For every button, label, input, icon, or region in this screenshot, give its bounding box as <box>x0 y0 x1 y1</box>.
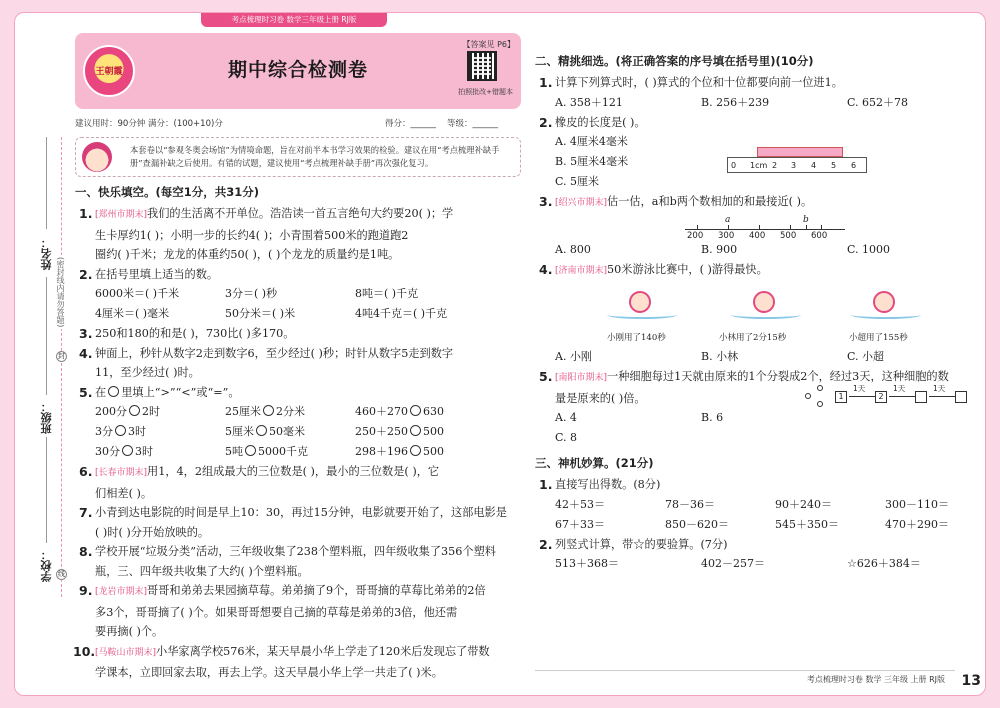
circle-icon <box>108 386 119 397</box>
right-column <box>535 53 975 574</box>
question-text[interactable]: 多3个，哥哥摘了( )个。如果哥哥想要自己摘的草莓是弟弟的3倍，他还需 <box>95 605 458 619</box>
question-text[interactable]: 250和180的和是( )，730比( )多170。 <box>95 327 295 340</box>
question-text[interactable]: 50米游泳比赛中，( )游得最快。 <box>607 262 768 276</box>
question-2-4 <box>535 260 975 282</box>
day-box: 2 <box>875 391 887 403</box>
score-field[interactable]: 得分：______ <box>385 119 437 129</box>
question-number: 2. <box>539 114 553 130</box>
name-label: 姓名： <box>40 237 53 270</box>
vertical-calc-grid <box>535 554 975 574</box>
calc-item[interactable]: 470＋290＝ <box>885 517 949 531</box>
question-number: 4. <box>79 345 93 361</box>
source-tag: [济南市期末] <box>555 265 608 276</box>
meta-row <box>75 117 521 131</box>
qr-code-icon[interactable] <box>467 51 497 81</box>
footer-text: 考点梳理时习卷 数学 三年级 上册 RJ版 <box>806 675 945 684</box>
calc-item[interactable]: 78－36＝ <box>665 497 715 511</box>
school-line[interactable] <box>46 437 47 543</box>
mental-math-grid <box>535 495 975 535</box>
swimmer-caption: 小超用了155秒 <box>849 333 908 343</box>
intro-text: 本套卷以“参观冬奥会场馆”为情境命题，旨在对前半本书学习效果的检验。建议在用“考点梳理补缺手册”查漏补缺之后使用。有错的试题，建议使用“考点梳理补缺手册”再次强化复习。 <box>130 145 500 168</box>
question-text[interactable]: 估一估，a和b两个数相加的和最接近( )。 <box>607 195 813 208</box>
calc-item[interactable]: ☆626＋384＝ <box>847 557 921 570</box>
question-2-1 <box>535 73 975 93</box>
question-number: 10. <box>73 643 96 659</box>
blank-item[interactable]: 8吨＝( )千克 <box>355 287 419 300</box>
day-box-blank[interactable] <box>955 391 967 403</box>
source-tag: [龙岩市期末] <box>95 587 148 597</box>
grade-field[interactable]: 等级：______ <box>447 119 499 129</box>
seal-line <box>61 137 62 597</box>
blank-item[interactable]: 3分＝( )秒 <box>225 287 278 300</box>
ruler-scale: 0 1cm 2 3 4 5 6 <box>727 157 867 173</box>
option-a[interactable]: A. 358＋121 <box>555 95 623 109</box>
compare-item[interactable]: 30分 3时 <box>95 445 153 458</box>
question-number: 2. <box>79 266 93 282</box>
question-text[interactable]: 学校开展“垃圾分类”活动，三年级收集了238个塑料瓶，四年级收集了356个塑料 <box>95 545 496 558</box>
question-number: 5. <box>539 369 553 384</box>
question-1-5 <box>75 383 521 403</box>
calc-item[interactable]: 545＋350＝ <box>775 517 839 531</box>
question-number: 8. <box>79 544 93 559</box>
question-1-1 <box>75 204 521 265</box>
option-c[interactable]: C. 652＋78 <box>847 95 909 109</box>
compare-item[interactable]: 250＋250 500 <box>355 425 444 438</box>
point-b: b <box>803 215 809 225</box>
options-2-1 <box>535 93 975 113</box>
option-b[interactable]: B. 小林 <box>701 350 739 363</box>
swimmer-icon <box>851 291 921 321</box>
compare-item[interactable]: 5吨 5000千克 <box>225 445 308 458</box>
question-text[interactable]: 生卡厚约1( )；小明一步的长约4( )；小青围着500米的跑道跑2 <box>95 228 409 242</box>
answer-circle[interactable] <box>129 405 140 416</box>
option-a[interactable]: A. 800 <box>555 242 591 256</box>
number-line-figure: a b 200 300 400 500 600 <box>685 219 845 243</box>
question-text: 列竖式计算，带☆的要验算。(7分) <box>555 537 728 551</box>
seal-hole-2: 线 <box>58 570 65 578</box>
option-b[interactable]: B. 256＋239 <box>701 95 770 109</box>
point-a: a <box>725 215 731 225</box>
question-text[interactable]: 哥哥和弟弟去果园摘草莓。弟弟摘了9个，哥哥摘的草莓比弟弟的2倍 <box>147 584 486 597</box>
question-text: 在 <box>95 385 107 399</box>
section-2-title: 二、精挑细选。(将正确答案的序号填在括号里)(10分) <box>535 54 814 68</box>
compare-item[interactable]: 298＋196 500 <box>355 445 444 458</box>
option-c[interactable]: C. 小超 <box>847 350 885 363</box>
swimmer-caption: 小林用了2分15秒 <box>719 333 787 343</box>
calc-item[interactable]: 67＋33＝ <box>555 517 605 531</box>
compare-item[interactable]: 200分 2时 <box>95 405 160 418</box>
unit-conversion-grid <box>75 284 521 324</box>
question-1-7 <box>75 503 521 542</box>
seal-hole-1: 封 <box>58 352 65 360</box>
question-text[interactable]: 用1，4，2组成最大的三位数是( )，最小的三位数是( )，它 <box>147 465 440 478</box>
option-b[interactable]: B. 6 <box>701 411 724 424</box>
time-score: 建议用时：90分钟 满分：(100+10)分 <box>75 119 223 129</box>
question-text[interactable]: 量是原来的( )倍。 <box>555 391 646 405</box>
question-text[interactable]: 们相差( )。 <box>95 486 153 500</box>
question-text[interactable]: 小青到达电影院的时间是早上10：30，再过15分钟，电影就要开始了，这部电影是 <box>95 506 507 519</box>
calc-item[interactable]: 42＋53＝ <box>555 497 605 511</box>
question-number: 2. <box>539 536 553 552</box>
paper-header <box>75 33 521 109</box>
source-tag: [马鞍山市期末] <box>95 647 157 658</box>
blank-item[interactable]: 4厘米＝( )毫米 <box>95 307 170 320</box>
swimmers-figure <box>535 285 975 347</box>
option-a[interactable]: A. 4厘米4毫米 <box>555 135 628 148</box>
question-1-6 <box>75 462 521 503</box>
answer-reference: 【答案见 P6】 <box>462 40 515 49</box>
question-text[interactable]: 圈约( )千米；龙龙的体重约50( )，( )个龙龙的质量约是1吨。 <box>95 248 400 261</box>
question-number: 3. <box>79 326 93 341</box>
source-tag: [郑州市期末] <box>95 210 148 220</box>
answer-circle[interactable] <box>410 425 421 436</box>
option-c[interactable]: C. 8 <box>555 431 578 444</box>
question-1-9 <box>75 581 521 642</box>
qr-caption: 拍照批改+错题本 <box>458 88 513 96</box>
question-number: 6. <box>79 464 93 479</box>
footer-divider <box>535 670 955 671</box>
class-line[interactable] <box>46 277 47 395</box>
question-3-1 <box>535 475 975 495</box>
question-1-2 <box>75 265 521 285</box>
compare-item[interactable]: 3分 3时 <box>95 425 146 438</box>
day-box: 1 <box>835 391 847 403</box>
question-text[interactable]: ( )时( )分开始放映的。 <box>95 525 210 539</box>
question-text: 直接写出得数。(8分) <box>555 478 661 491</box>
question-text[interactable]: 要再摘( )个。 <box>95 625 164 638</box>
compare-item[interactable]: 25厘米 2分米 <box>225 405 305 418</box>
exam-page <box>14 12 986 696</box>
left-column <box>75 29 521 683</box>
question-number: 4. <box>539 261 553 277</box>
blank-item[interactable]: 4吨4千克＝( )千克 <box>355 307 448 320</box>
calc-item[interactable]: 513＋368＝ <box>555 557 619 570</box>
question-1-3 <box>75 324 521 344</box>
question-number: 1. <box>539 477 553 492</box>
calc-item[interactable]: 90＋240＝ <box>775 497 832 511</box>
blank-item[interactable]: 6000米＝( )千米 <box>95 287 180 300</box>
question-1-8 <box>75 542 521 581</box>
options-2-4 <box>535 347 975 367</box>
ruler-figure <box>727 147 867 173</box>
question-number: 3. <box>539 194 553 209</box>
option-a[interactable]: A. 4 <box>555 411 577 424</box>
question-1-10 <box>75 642 521 683</box>
option-a[interactable]: A. 小刚 <box>555 350 592 363</box>
question-text[interactable]: 我们的生活离不开单位。浩浩读一首五言绝句大约要20( )；学 <box>147 207 454 220</box>
intro-box <box>75 137 521 177</box>
answer-circle[interactable] <box>256 425 267 436</box>
source-tag: [绍兴市期末] <box>555 198 608 208</box>
swimmer-icon <box>731 291 801 321</box>
answer-circle[interactable] <box>122 445 133 456</box>
compare-item[interactable]: 5厘米 50毫米 <box>225 425 305 438</box>
class-label: 班级： <box>40 401 53 434</box>
answer-circle[interactable] <box>410 445 421 456</box>
question-text: 里填上“>”“<”或“=”。 <box>121 385 240 399</box>
question-text[interactable]: 学课本，立即回家去取，再去上学。这天早晨小华上学一共走了( )米。 <box>95 666 443 679</box>
question-1-4 <box>75 344 521 383</box>
question-text[interactable]: 计算下列算式时，( )算式的个位和十位都要向前一位进1。 <box>555 76 843 89</box>
question-3-2 <box>535 535 975 555</box>
question-text[interactable]: 小华家离学校576米，某天早晨小华上学走了120米后发现忘了带数 <box>156 644 490 658</box>
compare-item[interactable]: 460＋270 630 <box>355 405 444 418</box>
question-text[interactable]: 瓶，三、四年级共收集了大约( )个塑料瓶。 <box>95 564 309 578</box>
calc-item[interactable]: 402－257＝ <box>701 557 765 570</box>
question-text[interactable]: 11，至少经过( )时。 <box>95 366 200 379</box>
eraser-icon <box>757 147 843 157</box>
name-line[interactable] <box>46 137 47 229</box>
source-tag: [南阳市期末] <box>555 373 608 383</box>
question-number: 9. <box>79 583 93 598</box>
paper-title: 期中综合检测卷 <box>227 59 368 81</box>
question-text[interactable]: 橡皮的长度是( )。 <box>555 115 646 129</box>
question-text: 在括号里填上适当的数。 <box>95 267 219 281</box>
option-b[interactable]: B. 5厘米4毫米 <box>555 155 629 168</box>
answer-circle[interactable] <box>115 425 126 436</box>
seal-note: (密封线内请勿答题) <box>56 257 65 328</box>
question-2-3 <box>535 192 975 214</box>
question-number: 1. <box>539 75 553 90</box>
page-number: 13 <box>961 673 981 689</box>
question-2-2 <box>535 113 975 133</box>
section-1-title: 一、快乐填空。(每空1分，共31分) <box>75 185 260 199</box>
binding-strip <box>23 137 73 597</box>
question-number: 7. <box>79 505 93 520</box>
compare-grid <box>75 402 521 462</box>
girl-mascot-icon <box>82 142 112 172</box>
school-label: 学校： <box>40 549 53 582</box>
option-b[interactable]: B. 900 <box>701 242 738 256</box>
question-number: 5. <box>79 384 93 400</box>
answer-circle[interactable] <box>410 405 421 416</box>
calc-item[interactable]: 300－110＝ <box>885 497 949 511</box>
blank-item[interactable]: 50分米＝( )米 <box>225 307 296 320</box>
option-c[interactable]: C. 5厘米 <box>555 175 600 188</box>
source-tag: [长春市期末] <box>95 468 148 478</box>
cell-division-diagram: 1 1天 2 1天 1天 <box>795 379 975 419</box>
answer-circle[interactable] <box>245 445 256 456</box>
answer-circle[interactable] <box>263 405 274 416</box>
logo-text: 王朝霞 <box>95 67 123 77</box>
day-box-blank[interactable] <box>915 391 927 403</box>
section-3-title: 三、神机妙算。(21分) <box>535 456 654 470</box>
series-banner: 考点梳理时习卷 数学三年级上册 RJ版 <box>201 13 387 27</box>
option-c[interactable]: C. 1000 <box>847 242 891 256</box>
question-text[interactable]: 钟面上，秒针从数字2走到数字6，至少经过( )秒；时针从数字5走到数字 <box>95 346 454 360</box>
question-text[interactable]: 一种细胞每过1天就由原来的1个分裂成2个，经过3天，这种细胞的数 <box>607 370 949 383</box>
swimmer-icon <box>607 291 677 321</box>
swimmer-caption: 小刚用了140秒 <box>607 333 666 343</box>
question-number: 1. <box>79 206 93 221</box>
calc-item[interactable]: 850－620＝ <box>665 517 729 531</box>
